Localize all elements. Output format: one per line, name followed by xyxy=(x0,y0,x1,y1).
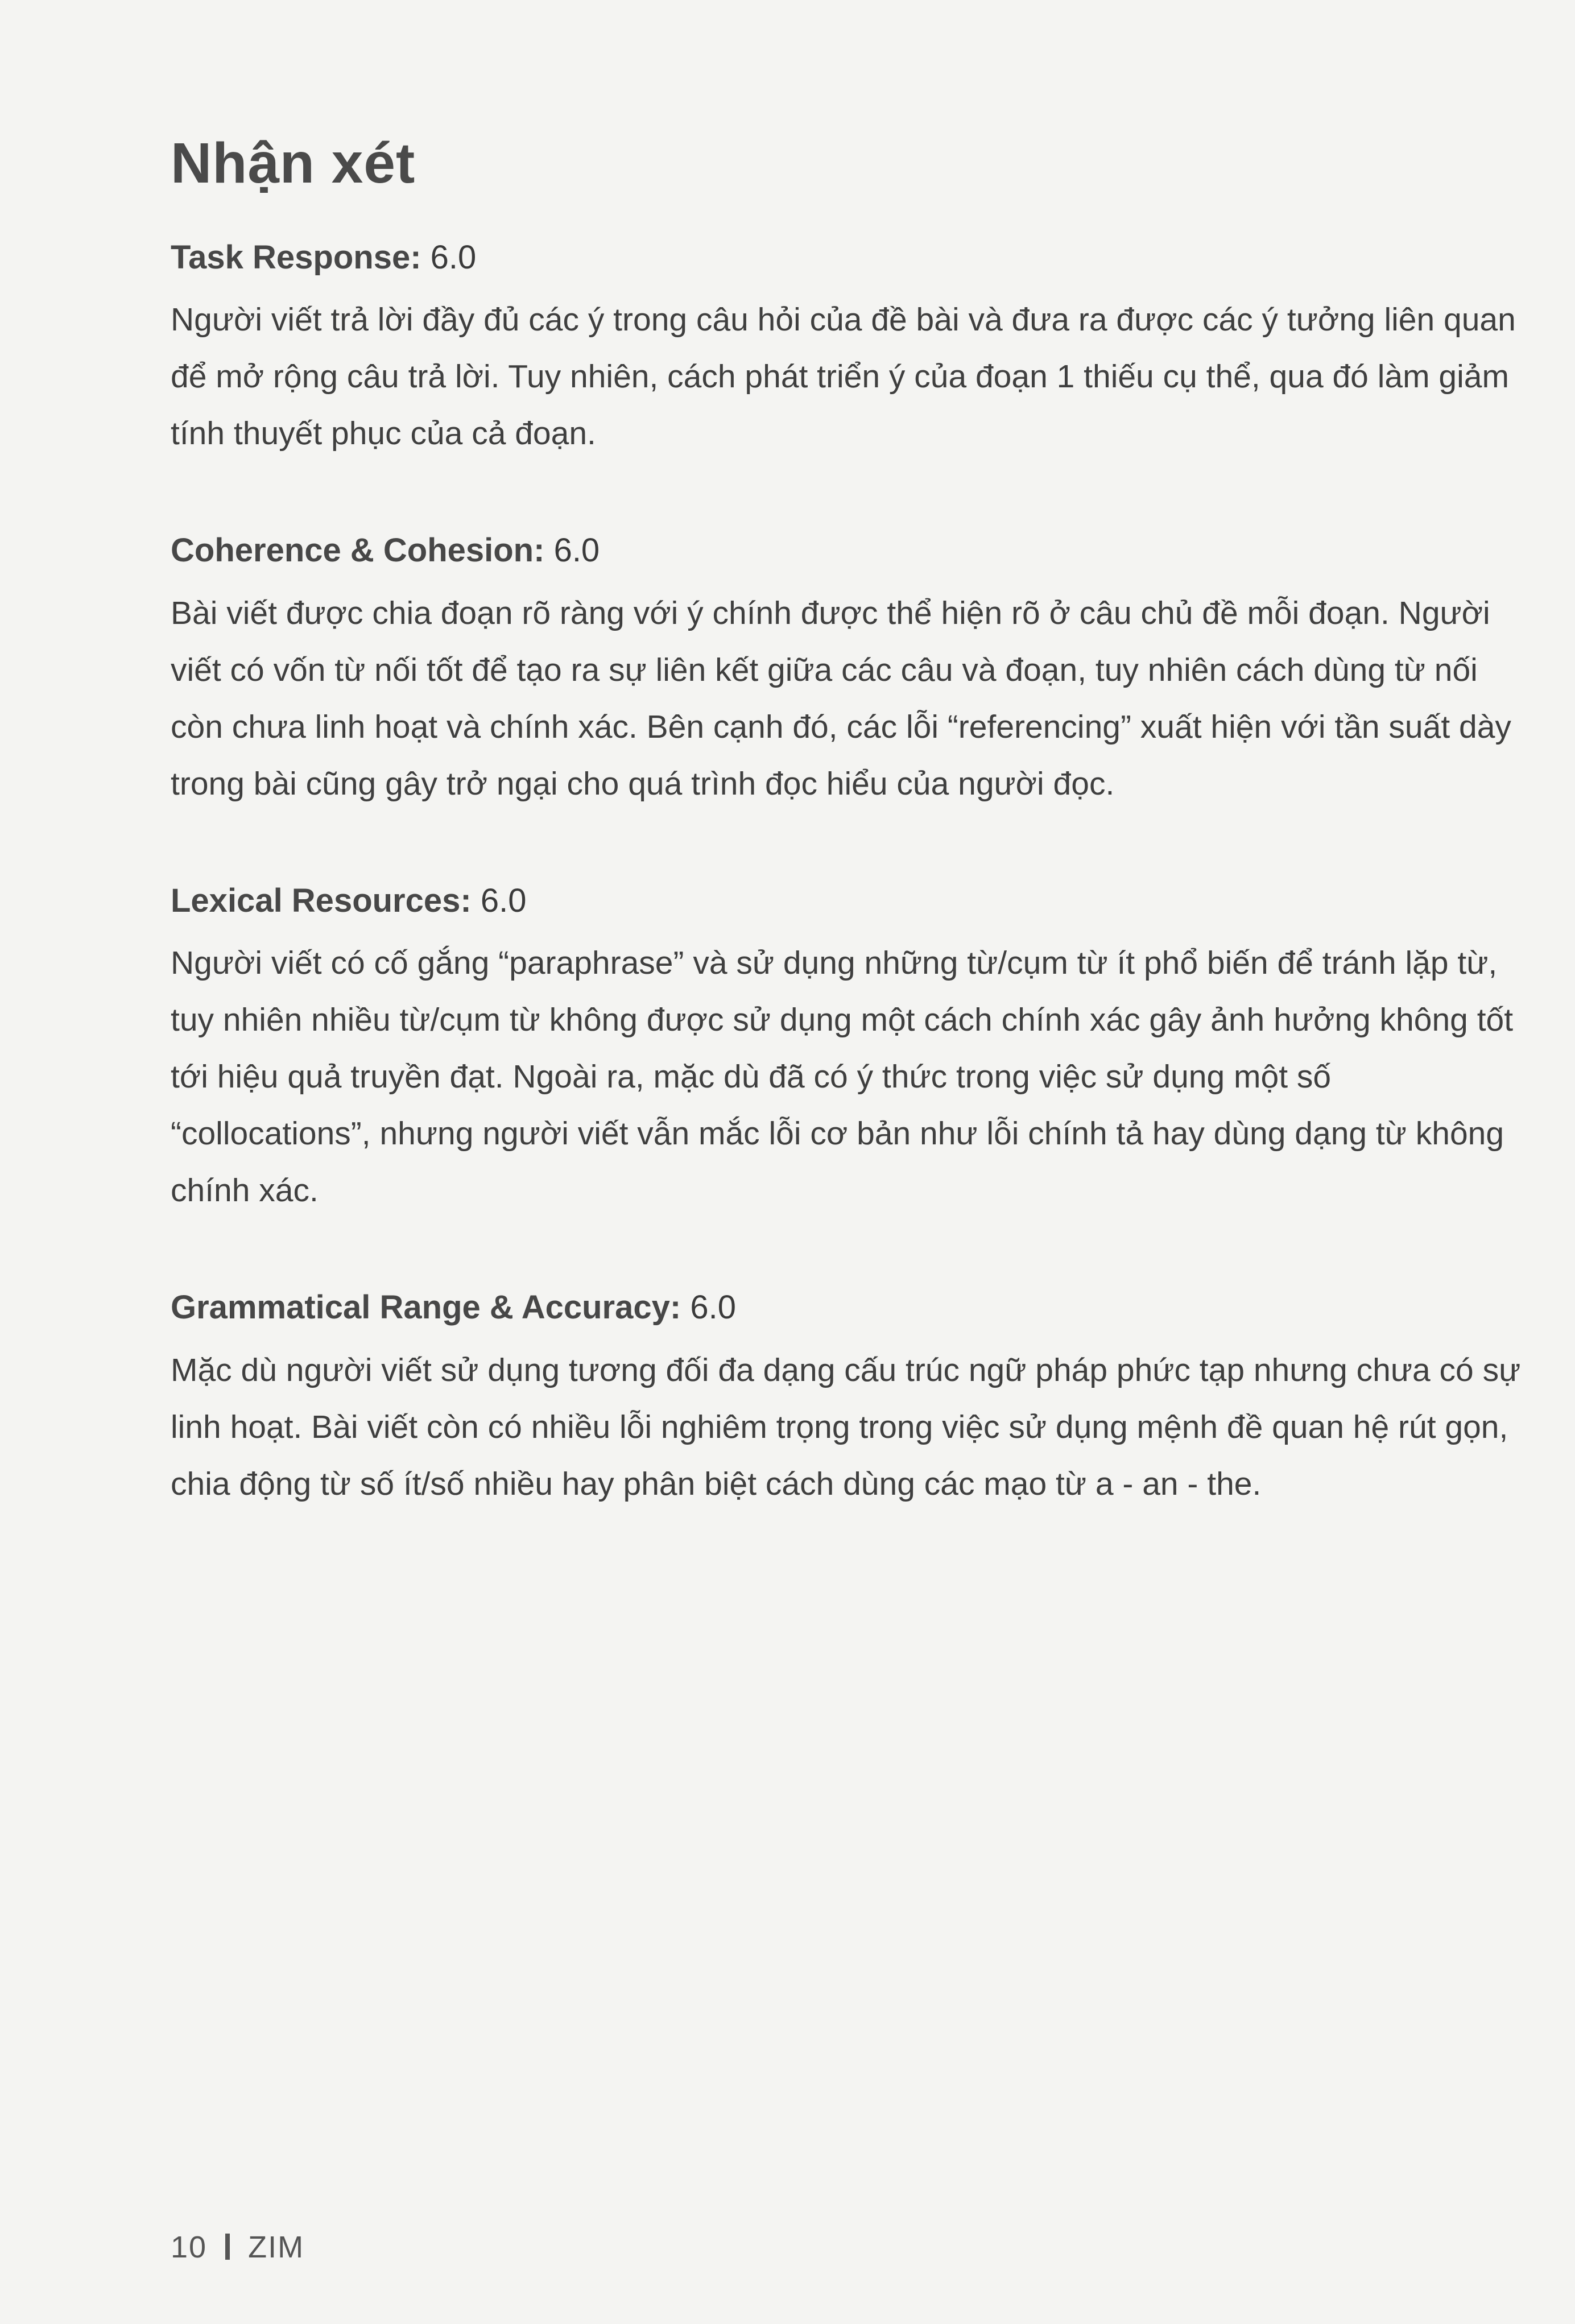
criterion-heading xyxy=(171,236,1524,279)
criterion-body: Mặc dù người viết sử dụng tương đối đa dạng cấu trúc ngữ pháp phức tạp nhưng chưa có sự linh hoạt. Bài viết còn có nhiều lỗi nghiêm trọng trong việc sử dụng mệnh đề quan hệ rút gọn, chia động từ số ít/số nhiều hay phân biệt cách dùng các mạo từ a - an - the. xyxy=(171,1351,1521,1502)
criterion-body: Bài viết được chia đoạn rõ ràng với ý chính được thể hiện rõ ở câu chủ đề mỗi đoạn. Người viết có vốn từ nối tốt để tạo ra sự liên kết giữa các câu và đoạn, tuy nhiên cách dùng từ nối còn chưa linh hoạt và chính xác. Bên cạnh đó, các lỗi “referencing” xuất hiện với tần suất dày trong bài cũng gây trở ngại cho quá trình đọc hiểu của người đọc. xyxy=(171,594,1511,802)
page-number: 10 xyxy=(171,2230,208,2264)
page-content xyxy=(171,131,1524,1579)
criterion-heading xyxy=(171,879,1524,922)
page-footer xyxy=(171,2230,304,2265)
footer-separator xyxy=(225,2234,230,2260)
criterion-name: Task Response: xyxy=(171,239,421,276)
criterion-score: 6.0 xyxy=(690,1289,736,1326)
criterion-body: Người viết trả lời đầy đủ các ý trong câu hỏi của đề bài và đưa ra được các ý tưởng liên quan để mở rộng câu trả lời. Tuy nhiên, cách phát triển ý của đoạn 1 thiếu cụ thể, qua đó làm giảm tính thuyết phục của cả đoạn. xyxy=(171,301,1516,452)
section-coherence-cohesion xyxy=(171,529,1524,812)
criterion-name: Coherence & Cohesion: xyxy=(171,532,545,569)
criterion-score: 6.0 xyxy=(553,532,600,569)
section-task-response xyxy=(171,236,1524,462)
footer-brand: ZIM xyxy=(248,2230,305,2264)
criterion-body: Người viết có cố gắng “paraphrase” và sử dụng những từ/cụm từ ít phổ biến để tránh lặp từ, tuy nhiên nhiều từ/cụm từ không được sử dụng một cách chính xác gây ảnh hưởng không tốt tới hiệu quả truyền đạt. Ngoài ra, mặc dù đã có ý thức trong việc sử dụng một số “collocations”, nhưng người viết vẫn mắc lỗi cơ bản như lỗi chính tả hay dùng dạng từ không chính xác. xyxy=(171,945,1514,1209)
section-grammatical-range-accuracy xyxy=(171,1286,1524,1512)
criterion-heading xyxy=(171,529,1524,572)
criterion-name: Lexical Resources: xyxy=(171,882,472,919)
criterion-score: 6.0 xyxy=(430,239,477,276)
page-title: Nhận xét xyxy=(171,131,416,195)
section-lexical-resources xyxy=(171,879,1524,1219)
criterion-score: 6.0 xyxy=(480,882,527,919)
criterion-name: Grammatical Range & Accuracy: xyxy=(171,1289,681,1326)
criterion-heading xyxy=(171,1286,1524,1329)
